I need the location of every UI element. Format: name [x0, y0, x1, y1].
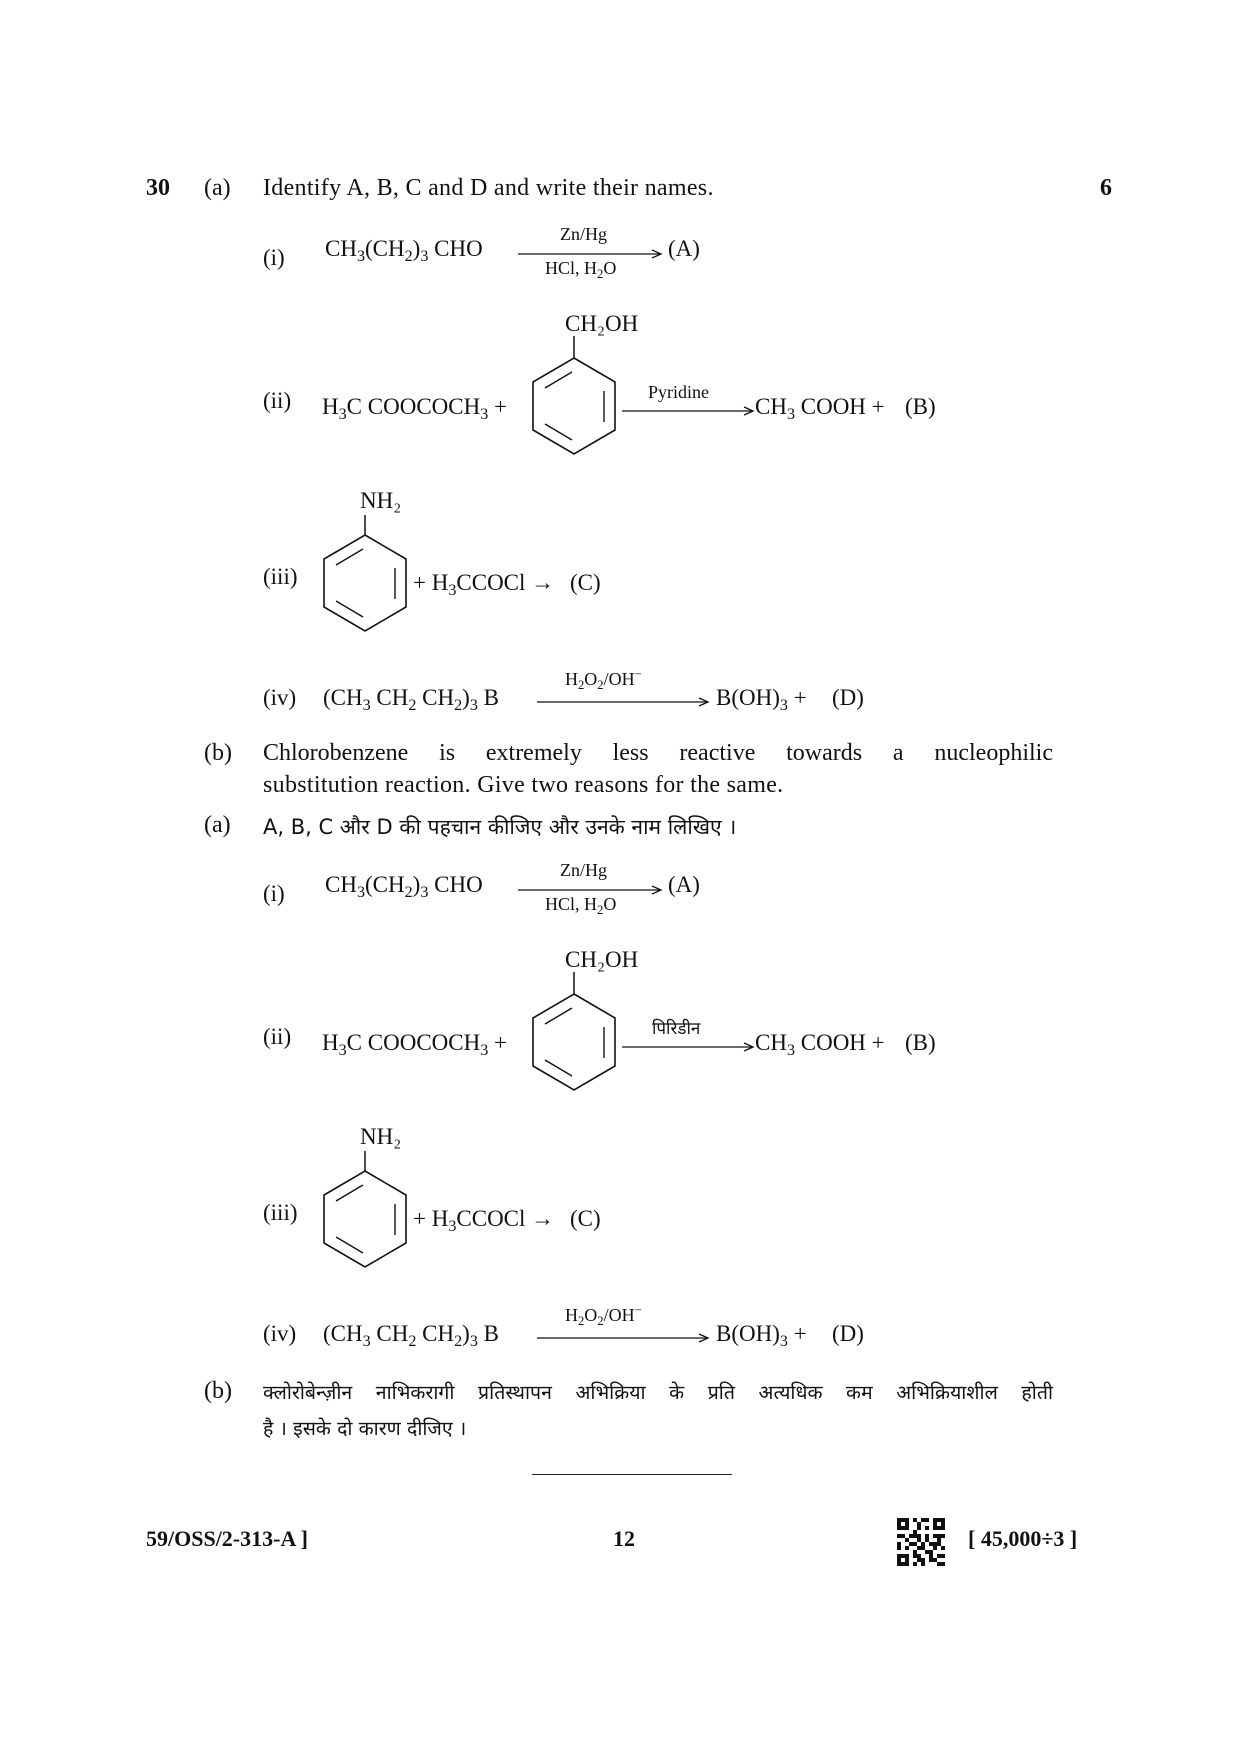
hindi-part-a-label: (a) [204, 812, 231, 838]
benzene-ring-icon [321, 1151, 411, 1271]
hindi-part-b-label: (b) [204, 1378, 232, 1404]
reaction-4-reagent: $H_2O_2/OH^-$ [565, 667, 642, 692]
product-a: (A) [668, 236, 700, 261]
hindi-reaction-2-arrow [622, 1043, 772, 1053]
hindi-reaction-4-label: (iv) [263, 1321, 297, 1346]
hindi-part-b-line-2: है । इसके दो कारण दीजिए । [263, 1417, 467, 1440]
hindi-reaction-4-arrow [537, 1334, 717, 1344]
reaction-3-reactant: + $H_3CCOCl$ → [413, 570, 555, 599]
hindi-reaction-3-reactant: + $H_3CCOCl$ → [413, 1206, 555, 1235]
reaction-4-reactant: ($CH_3$ $CH_2$ $CH_2)_3$ B [323, 685, 499, 714]
product-d: (D) [832, 685, 864, 710]
part-b-label: (b) [204, 740, 232, 766]
hindi-reaction-2-label: (ii) [263, 1024, 292, 1049]
reaction-4-product: $B(OH)_3$ + [716, 685, 807, 714]
reaction-1-reagent-top: Zn/Hg [560, 224, 607, 244]
hindi-reaction-1-label: (i) [263, 881, 285, 906]
reaction-3-label: (iii) [263, 564, 298, 589]
benzene-ring-icon [321, 515, 411, 635]
hindi-reaction-2-reactant: $H_3C$ $COOCOCH_3$ + [322, 1030, 508, 1059]
copies-note: [ 45,000÷3 ] [968, 1526, 1078, 1551]
nh2-substituent: NH₂ [360, 488, 402, 513]
product-b: (B) [905, 394, 936, 419]
part-a-label: (a) [204, 175, 231, 201]
marks: 6 [1100, 175, 1112, 201]
page-number: 12 [613, 1526, 635, 1551]
hindi-nh2-substituent: NH₂ [360, 1124, 402, 1149]
end-rule [532, 1474, 732, 1475]
reaction-2-product: $CH_3$ COOH + [755, 394, 885, 423]
hindi-reaction-1-reagent-top: Zn/Hg [560, 860, 607, 880]
hindi-reaction-1-reagent-bottom: HCl, $H_2O$ [545, 894, 617, 917]
hindi-product-d: (D) [832, 1321, 864, 1346]
hindi-ch2oh-substituent: CH₂OH [565, 947, 639, 972]
ch2oh-substituent: CH₂OH [565, 311, 639, 336]
reaction-1-label: (i) [263, 245, 285, 270]
reaction-2-reactant: $H_3C$ $COOCOCH_3$ + [322, 394, 508, 423]
part-b-line-1: Chlorobenzene is extremely less reactive towards a nucleophilic [263, 740, 1053, 766]
hindi-reaction-4-reactant: ($CH_3$ $CH_2$ $CH_2)_3$ B [323, 1321, 499, 1350]
hindi-pyridine-reagent: पिरिडीन [652, 1019, 701, 1039]
hindi-reaction-1-reactant: $CH_3(CH_2)_3$ CHO [325, 872, 483, 901]
reaction-4-label: (iv) [263, 685, 297, 710]
hindi-reaction-3-label: (iii) [263, 1200, 298, 1225]
hindi-product-c: (C) [570, 1206, 601, 1231]
pyridine-reagent: Pyridine [648, 382, 709, 402]
reaction-1-reagent-bottom: HCl, $H_2O$ [545, 258, 617, 281]
benzene-ring-icon [530, 972, 620, 1092]
hindi-reaction-2-product: $CH_3$ COOH + [755, 1030, 885, 1059]
reaction-4-arrow [537, 698, 717, 708]
hindi-part-b-line-1: क्लोरोबेन्ज़ीन नाभिकरागी प्रतिस्थापन अभिक्रिया के प्रति अत्यधिक कम अभिक्रियाशील होती [263, 1381, 1053, 1404]
benzene-ring-icon [530, 336, 620, 456]
hindi-product-a: (A) [668, 872, 700, 897]
reaction-1-reactant: $CH_3(CH_2)_3$ CHO [325, 236, 483, 265]
hindi-reaction-4-product: $B(OH)_3$ + [716, 1321, 807, 1350]
part-a-instruction: Identify A, B, C and D and write their names. [263, 175, 714, 201]
reaction-2-label: (ii) [263, 388, 292, 413]
qr-code-icon [897, 1518, 945, 1566]
question-number: 30 [146, 175, 170, 201]
reaction-2-arrow [622, 407, 772, 417]
part-b-line-2: substitution reaction. Give two reasons for the same. [263, 772, 784, 798]
hindi-part-a-instruction: A, B, C और D की पहचान कीजिए और उनके नाम लिखिए । [263, 815, 737, 839]
hindi-product-b: (B) [905, 1030, 936, 1055]
product-c: (C) [570, 570, 601, 595]
paper-code: 59/OSS/2-313-A ] [146, 1526, 308, 1551]
hindi-reaction-4-reagent: $H_2O_2/OH^-$ [565, 1303, 642, 1328]
